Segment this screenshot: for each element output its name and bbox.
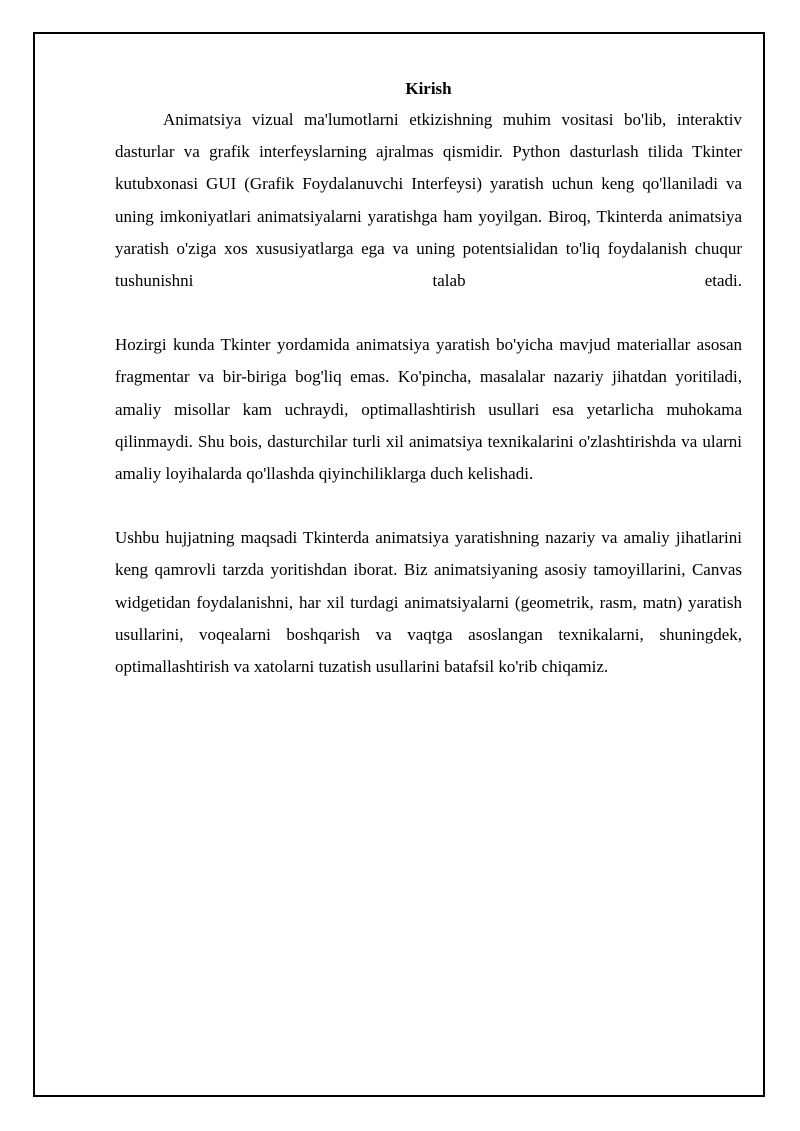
paragraph-current-state: Hozirgi kunda Tkinter yordamida animatsiya yaratish bo'yicha mavjud materiallar asosan fragmentar va bir-biriga bog'liq emas. Ko'pincha, masalalar nazariy jihatdan yoritiladi, amaliy misollar kam uchraydi, optimallashtirish usullari esa yetarlicha muhokama qilinmaydi. Shu bois, dasturchilar turli xil animatsiya texnikalarini o'zlashtirishda va ularni amaliy loyihalarda qo'llashda qiyinchiliklarga duch kelishadi. [115,335,742,484]
paragraph-spacer [115,297,742,329]
document-body [115,76,742,683]
section-title: Kirish [405,79,452,98]
paragraph-spacer [115,490,742,522]
paragraph-purpose: Ushbu hujjatning maqsadi Tkinterda animatsiya yaratishning nazariy va amaliy jihatlarini keng qamrovli tarzda yoritishdan iborat. Biz animatsiyaning asosiy tamoyillarini, Canvas widgetidan foydalanishni, har xil turdagi animatsiyalarni (geometrik, rasm, matn) yaratish usullarini, voqealarni boshqarish va vaqtga asoslangan texnikalarni, shuningdek, optimallashtirish va xatolarni tuzatish usullarini batafsil ko'rib chiqamiz. [115,528,742,677]
paragraph-introduction: Animatsiya vizual ma'lumotlarni etkizishning muhim vositasi bo'lib, interaktiv dasturlar va grafik interfeyslarning ajralmas qismidir. Python dasturlash tilida Tkinter kutubxonasi GUI (Grafik Foydalanuvchi Interfeysi) yaratish uchun keng qo'llaniladi va uning imkoniyatlari animatsiyalarni yaratishga ham yoyilgan. Biroq, Tkinterda animatsiya yaratish o'ziga xos xususiyatlarga ega va uning potentsialidan to'liq foydalanish chuqur tushunishni talab etadi. [115,110,742,291]
